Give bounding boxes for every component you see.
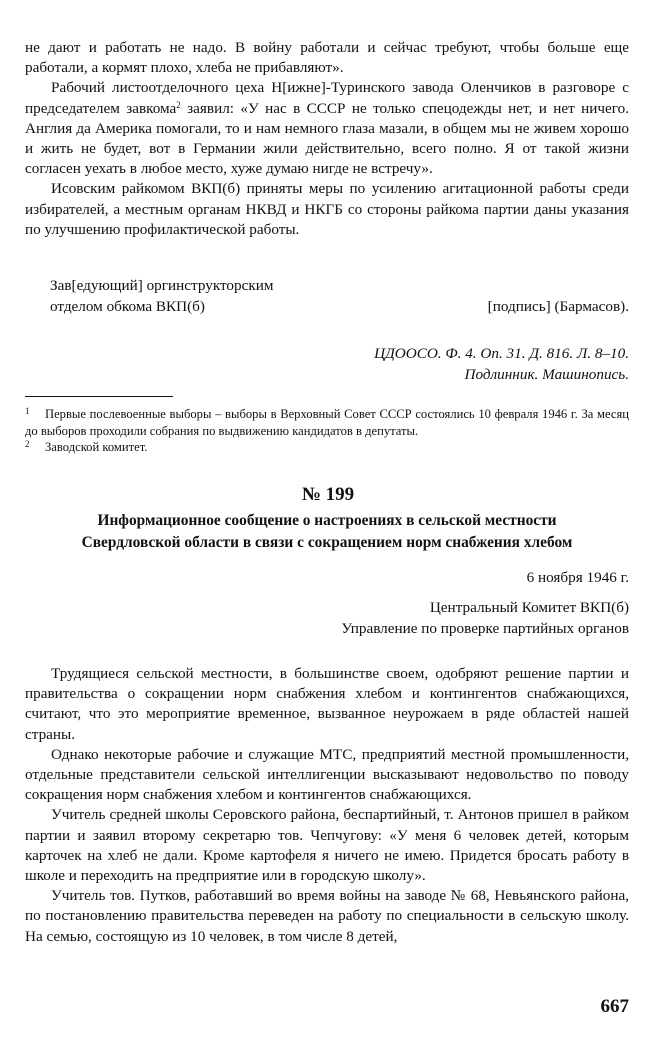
page-number: 667	[600, 996, 629, 1017]
document-body	[25, 664, 629, 947]
document-date: 6 ноября 1946 г.	[526, 569, 629, 586]
body-paragraph-2: Однако некоторые рабочие и служащие МТС, предприятий местной промышленности, отдельные представители сельской интеллигенции высказывают недовольство по поводу сокращения норм снабжения хлебом и контингентов снабжающихся.	[25, 745, 629, 804]
document-title	[25, 510, 629, 554]
archive-note: Подлинник. Машинопись.	[464, 365, 629, 383]
footnote-text: Заводской комитет.	[45, 440, 148, 454]
footnote-ref-2: 2	[176, 99, 181, 110]
document-number: № 199	[301, 484, 355, 505]
addressee-line-1: Центральный Комитет ВКП(б)	[429, 599, 629, 616]
signature-title-1: Зав[едующий] оргинструкторским	[50, 277, 274, 294]
signature-block	[50, 276, 629, 317]
footnote-1	[25, 403, 629, 439]
footnote-text: Первые послевоенные выборы – выборы в Верховный Совет СССР состоялись 10 февраля 1946 г. За месяц до выборов проходили собрания по выдвижению кандидатов в депутаты.	[25, 407, 629, 438]
body-paragraph-1: Трудящиеся сельской местности, в большинстве своем, одобряют решение партии и правительства о сокращении норм снабжения хлебом и контингентов снабжающихся, считают, что это мероприятие временное, вызванное неурожаем в ряде областей нашей страны.	[25, 665, 629, 743]
addressee	[341, 598, 629, 639]
paragraph-isovsky: Исовским райкомом ВКП(б) приняты меры по усилению агитационной работы среди избирателей, а местным органам НКВД и НКГБ со стороны райкома партии даны указания по улучшению профилактической работы.	[25, 180, 629, 238]
paragraph-olenchikov-start: Рабочий листоотделочного цеха Н[ижне]-Туринского завода Оленчиков в разговоре с председателем завкома	[25, 79, 629, 117]
footnote-number: 1	[25, 406, 30, 416]
archive-source	[374, 344, 629, 385]
body-paragraph-3: Учитель средней школы Серовского района, беспартийный, т. Антонов пришел в райком партии и заявил второму секретарю тов. Чепчугову: «У меня 6 человек детей, которым карточек на хлеб не дали. Кроме картофеля я ничего не имею. Придется бросать работу в школе и переходить на предприятие или в городскую школу».	[25, 806, 629, 885]
paragraph-continuation: не дают и работать не надо. В войну работали и сейчас требуют, чтобы больше еще работали, а кормят плохо, хлеба не прибавляют».	[25, 39, 629, 77]
footnote-number: 2	[25, 439, 30, 449]
body-paragraph-4: Учитель тов. Путков, работавший во время войны на заводе № 68, Невьянского района, по постановлению правительства переведен на работу по специальности в сельскую школу. На семью, состоящую из 10 человек, в том числе 8 детей,	[25, 887, 629, 945]
document-title-line-1: Информационное сообщение о настроениях в сельской местности	[97, 512, 557, 529]
paragraph-olenchikov	[25, 78, 629, 179]
top-text	[25, 38, 629, 240]
footnote-2	[25, 436, 629, 456]
paragraph-olenchikov-end: заявил: «У нас в СССР не только спецодежды нет, и нет ничего. Англия да Америка помогали, то и нам немного глаза мазали, в общем мы не живем хорошо и жить не будет, вот в Германии жили действительно, всего полно. Я от такой жизни согласен уехать в любое место, хуже думаю нигде не встречу».	[25, 99, 629, 178]
footnote-divider	[25, 396, 173, 397]
document-title-line-2: Свердловской области в связи с сокращением норм снабжения хлебом	[81, 534, 573, 551]
signature-title-2: отделом обкома ВКП(б)	[50, 297, 205, 315]
signature-name: [подпись] (Бармасов).	[487, 297, 629, 315]
addressee-line-2: Управление по проверке партийных органов	[341, 619, 629, 637]
archive-reference: ЦДООСО. Ф. 4. Оп. 31. Д. 816. Л. 8–10.	[374, 345, 629, 362]
